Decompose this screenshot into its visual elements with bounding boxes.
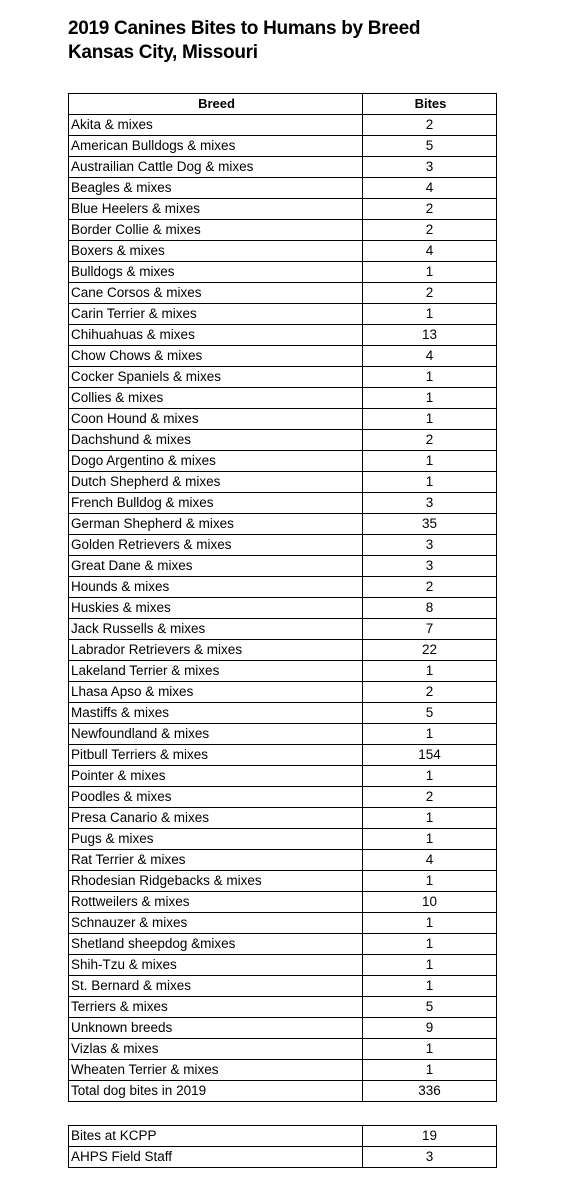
bites-column-header: Bites	[363, 94, 497, 115]
breed-cell: Shih-Tzu & mixes	[69, 955, 363, 976]
table-row	[69, 829, 497, 850]
table-row	[69, 724, 497, 745]
breed-cell: Jack Russells & mixes	[69, 619, 363, 640]
bites-cell: 2	[363, 682, 497, 703]
breed-cell: Akita & mixes	[69, 115, 363, 136]
table-row	[69, 535, 497, 556]
breed-cell: Shetland sheepdog &mixes	[69, 934, 363, 955]
bites-cell: 1	[363, 766, 497, 787]
breed-cell: Golden Retrievers & mixes	[69, 535, 363, 556]
bites-cell: 1	[363, 871, 497, 892]
bites-cell: 19	[363, 1126, 497, 1147]
breed-cell: Blue Heelers & mixes	[69, 199, 363, 220]
breed-cell: Rottweilers & mixes	[69, 892, 363, 913]
bites-cell: 5	[363, 136, 497, 157]
table-row	[69, 682, 497, 703]
breed-cell: Dogo Argentino & mixes	[69, 451, 363, 472]
breed-cell: Presa Canario & mixes	[69, 808, 363, 829]
table-row	[69, 388, 497, 409]
bites-cell: 8	[363, 598, 497, 619]
bites-cell: 1	[363, 388, 497, 409]
bites-cell: 3	[363, 157, 497, 178]
table-row	[69, 745, 497, 766]
breed-cell: Pitbull Terriers & mixes	[69, 745, 363, 766]
bites-cell: 1	[363, 829, 497, 850]
breed-cell: Great Dane & mixes	[69, 556, 363, 577]
table-row	[69, 472, 497, 493]
bites-cell: 2	[363, 787, 497, 808]
table-row	[69, 115, 497, 136]
breed-cell: Mastiffs & mixes	[69, 703, 363, 724]
breed-cell: Rat Terrier & mixes	[69, 850, 363, 871]
breed-cell: St. Bernard & mixes	[69, 976, 363, 997]
breed-cell: Lakeland Terrier & mixes	[69, 661, 363, 682]
table-row	[69, 409, 497, 430]
bites-cell: 3	[363, 535, 497, 556]
breed-cell: Bites at KCPP	[69, 1126, 363, 1147]
title-line-2: Kansas City, Missouri	[68, 42, 258, 63]
breed-cell: Beagles & mixes	[69, 178, 363, 199]
bites-cell: 2	[363, 577, 497, 598]
breed-cell: Wheaten Terrier & mixes	[69, 1060, 363, 1081]
bites-cell: 1	[363, 955, 497, 976]
breed-cell: Total dog bites in 2019	[69, 1081, 363, 1102]
table-row	[69, 220, 497, 241]
table-row	[69, 514, 497, 535]
breed-cell: Rhodesian Ridgebacks & mixes	[69, 871, 363, 892]
table-row	[69, 997, 497, 1018]
breed-cell: Vizlas & mixes	[69, 1039, 363, 1060]
bites-by-breed-table	[68, 93, 497, 1102]
table-row	[69, 157, 497, 178]
bites-cell: 2	[363, 115, 497, 136]
bites-cell: 1	[363, 367, 497, 388]
bites-cell: 1	[363, 661, 497, 682]
breed-cell: Pugs & mixes	[69, 829, 363, 850]
breed-cell: Lhasa Apso & mixes	[69, 682, 363, 703]
bites-cell: 336	[363, 1081, 497, 1102]
breed-cell: American Bulldogs & mixes	[69, 136, 363, 157]
breed-cell: Carin Terrier & mixes	[69, 304, 363, 325]
breed-cell: Huskies & mixes	[69, 598, 363, 619]
additional-bites-table	[68, 1125, 497, 1168]
bites-cell: 4	[363, 178, 497, 199]
bites-cell: 2	[363, 220, 497, 241]
bites-cell: 2	[363, 430, 497, 451]
breed-cell: Austrailian Cattle Dog & mixes	[69, 157, 363, 178]
table-row	[69, 661, 497, 682]
bites-cell: 4	[363, 850, 497, 871]
table-row	[69, 1018, 497, 1039]
table-row	[69, 976, 497, 997]
bites-cell: 2	[363, 283, 497, 304]
breed-cell: Unknown breeds	[69, 1018, 363, 1039]
bites-cell: 1	[363, 451, 497, 472]
table-row	[69, 1081, 497, 1102]
table-row	[69, 577, 497, 598]
table-row	[69, 598, 497, 619]
table-row	[69, 430, 497, 451]
table-row	[69, 955, 497, 976]
breed-cell: Coon Hound & mixes	[69, 409, 363, 430]
bites-cell: 1	[363, 976, 497, 997]
table-row	[69, 619, 497, 640]
bites-cell: 4	[363, 346, 497, 367]
table-header-row	[69, 94, 497, 115]
bites-cell: 5	[363, 997, 497, 1018]
breed-cell: Cane Corsos & mixes	[69, 283, 363, 304]
breed-cell: German Shepherd & mixes	[69, 514, 363, 535]
breed-cell: Pointer & mixes	[69, 766, 363, 787]
bites-cell: 35	[363, 514, 497, 535]
table-row	[69, 199, 497, 220]
table-row	[69, 556, 497, 577]
bites-cell: 2	[363, 199, 497, 220]
table-row	[69, 787, 497, 808]
table-row	[69, 451, 497, 472]
table-row	[69, 871, 497, 892]
table-row	[69, 1060, 497, 1081]
document-title	[68, 17, 420, 65]
breed-cell: Hounds & mixes	[69, 577, 363, 598]
table-row	[69, 283, 497, 304]
breed-cell: Terriers & mixes	[69, 997, 363, 1018]
breed-cell: French Bulldog & mixes	[69, 493, 363, 514]
table-row	[69, 178, 497, 199]
breed-cell: AHPS Field Staff	[69, 1147, 363, 1168]
table-row	[69, 1039, 497, 1060]
title-line-1: 2019 Canines Bites to Humans by Breed	[68, 18, 421, 39]
table-row	[69, 934, 497, 955]
bites-cell: 3	[363, 556, 497, 577]
bites-cell: 4	[363, 241, 497, 262]
bites-cell: 13	[363, 325, 497, 346]
breed-cell: Chihuahuas & mixes	[69, 325, 363, 346]
table-row	[69, 1147, 497, 1168]
bites-cell: 1	[363, 409, 497, 430]
breed-cell: Border Collie & mixes	[69, 220, 363, 241]
bites-cell: 154	[363, 745, 497, 766]
bites-cell: 1	[363, 304, 497, 325]
breed-cell: Dachshund & mixes	[69, 430, 363, 451]
bites-cell: 1	[363, 913, 497, 934]
bites-cell: 1	[363, 262, 497, 283]
table-row	[69, 136, 497, 157]
breed-cell: Boxers & mixes	[69, 241, 363, 262]
bites-cell: 1	[363, 472, 497, 493]
bites-cell: 7	[363, 619, 497, 640]
bites-cell: 1	[363, 1039, 497, 1060]
breed-cell: Schnauzer & mixes	[69, 913, 363, 934]
table-row	[69, 304, 497, 325]
bites-cell: 9	[363, 1018, 497, 1039]
bites-cell: 10	[363, 892, 497, 913]
breed-cell: Poodles & mixes	[69, 787, 363, 808]
table-row	[69, 766, 497, 787]
table-row	[69, 1126, 497, 1147]
table-row	[69, 850, 497, 871]
breed-column-header: Breed	[69, 94, 363, 115]
table-row	[69, 640, 497, 661]
table-row	[69, 892, 497, 913]
bites-cell: 1	[363, 1060, 497, 1081]
bites-cell: 1	[363, 934, 497, 955]
table-row	[69, 808, 497, 829]
breed-cell: Chow Chows & mixes	[69, 346, 363, 367]
breed-cell: Collies & mixes	[69, 388, 363, 409]
table-row	[69, 346, 497, 367]
bites-cell: 22	[363, 640, 497, 661]
bites-cell: 3	[363, 1147, 497, 1168]
breed-cell: Cocker Spaniels & mixes	[69, 367, 363, 388]
table-row	[69, 493, 497, 514]
table-row	[69, 262, 497, 283]
table-row	[69, 913, 497, 934]
breed-cell: Bulldogs & mixes	[69, 262, 363, 283]
table-row	[69, 241, 497, 262]
bites-cell: 1	[363, 808, 497, 829]
bites-cell: 1	[363, 724, 497, 745]
table-row	[69, 325, 497, 346]
bites-cell: 5	[363, 703, 497, 724]
bites-cell: 3	[363, 493, 497, 514]
breed-cell: Newfoundland & mixes	[69, 724, 363, 745]
table-row	[69, 703, 497, 724]
breed-cell: Dutch Shepherd & mixes	[69, 472, 363, 493]
breed-cell: Labrador Retrievers & mixes	[69, 640, 363, 661]
table-row	[69, 367, 497, 388]
